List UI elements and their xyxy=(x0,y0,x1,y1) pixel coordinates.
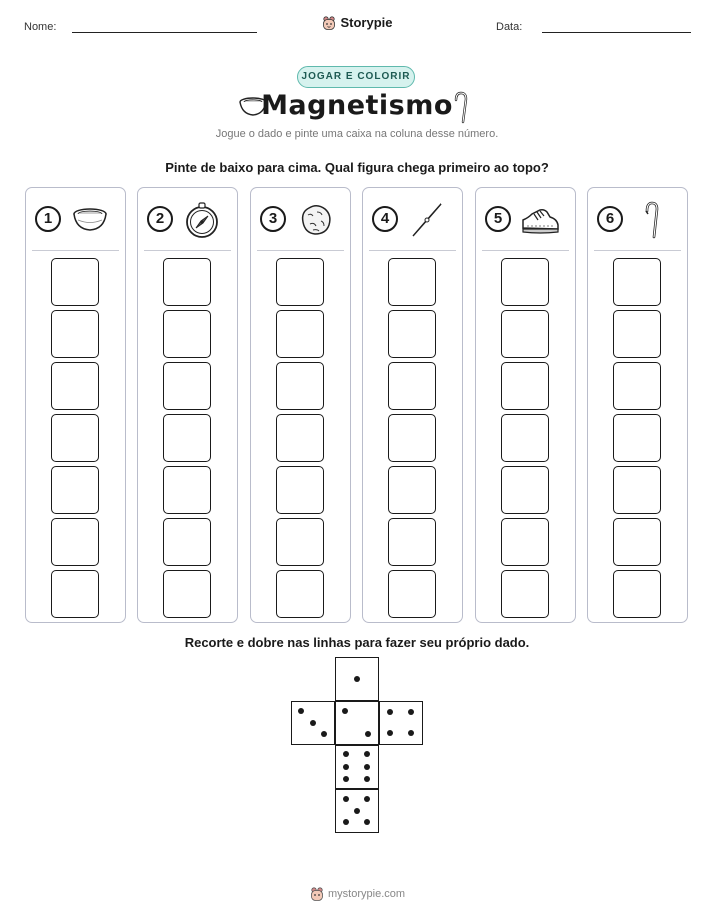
color-box[interactable] xyxy=(613,414,661,462)
column-number: 5 xyxy=(485,206,511,232)
cane-icon xyxy=(632,200,672,240)
category-badge: JOGAR E COLORIR xyxy=(297,66,415,88)
dice-pip xyxy=(387,730,393,736)
color-box[interactable] xyxy=(163,310,211,358)
color-box[interactable] xyxy=(388,518,436,566)
column-divider xyxy=(257,250,344,251)
cane-icon xyxy=(452,90,470,126)
color-box[interactable] xyxy=(163,518,211,566)
dice-pip xyxy=(343,819,349,825)
color-box[interactable] xyxy=(388,466,436,514)
color-box[interactable] xyxy=(163,414,211,462)
color-box[interactable] xyxy=(163,258,211,306)
column-divider xyxy=(594,250,681,251)
footer-url[interactable]: mystorypie.com xyxy=(328,888,406,900)
color-box[interactable] xyxy=(276,310,324,358)
column-divider xyxy=(32,250,119,251)
dice-face-5 xyxy=(335,789,379,833)
color-box[interactable] xyxy=(613,258,661,306)
name-label: Nome: xyxy=(24,21,57,33)
storypie-mascot-icon xyxy=(321,15,337,31)
subtitle: Jogue o dado e pinte uma caixa na coluna desse número. xyxy=(215,128,499,140)
column-3 xyxy=(250,187,351,623)
color-box[interactable] xyxy=(388,414,436,462)
dice-face-4 xyxy=(379,701,423,745)
color-box[interactable] xyxy=(388,362,436,410)
color-box[interactable] xyxy=(51,518,99,566)
dice-pip xyxy=(321,731,327,737)
dice-pip xyxy=(298,708,304,714)
dice-instruction: Recorte e dobre nas linhas para fazer seu próprio dado. xyxy=(184,635,530,650)
color-box[interactable] xyxy=(501,518,549,566)
column-number: 2 xyxy=(147,206,173,232)
dice-pip xyxy=(364,764,370,770)
color-box[interactable] xyxy=(276,362,324,410)
column-5 xyxy=(475,187,576,623)
dice-face-3 xyxy=(291,701,335,745)
compass-needle-icon xyxy=(407,200,447,240)
color-box[interactable] xyxy=(613,310,661,358)
column-1 xyxy=(25,187,126,623)
color-box[interactable] xyxy=(613,518,661,566)
column-number: 1 xyxy=(35,206,61,232)
color-box[interactable] xyxy=(613,362,661,410)
page-title: Magnetismo xyxy=(261,90,453,121)
dice-pip xyxy=(364,776,370,782)
compass-icon xyxy=(182,200,222,240)
column-number: 6 xyxy=(597,206,623,232)
brand-logo xyxy=(0,14,714,31)
color-box[interactable] xyxy=(501,258,549,306)
instruction: Pinte de baixo para cima. Qual figura chega primeiro ao topo? xyxy=(165,160,549,175)
color-box[interactable] xyxy=(51,362,99,410)
color-box[interactable] xyxy=(163,466,211,514)
color-box[interactable] xyxy=(51,570,99,618)
color-box[interactable] xyxy=(613,570,661,618)
dice-pip xyxy=(364,751,370,757)
column-divider xyxy=(144,250,231,251)
dice-pip xyxy=(365,731,371,737)
column-4 xyxy=(362,187,463,623)
column-number: 4 xyxy=(372,206,398,232)
dice-pip xyxy=(343,776,349,782)
color-box[interactable] xyxy=(276,570,324,618)
dice-pip xyxy=(310,720,316,726)
dice-pip xyxy=(387,709,393,715)
date-label: Data: xyxy=(496,21,523,33)
color-box[interactable] xyxy=(501,466,549,514)
color-box[interactable] xyxy=(51,310,99,358)
color-box[interactable] xyxy=(501,570,549,618)
color-box[interactable] xyxy=(163,362,211,410)
footer xyxy=(0,886,714,902)
storypie-mascot-icon xyxy=(309,886,325,902)
brand-name: Storypie xyxy=(340,15,393,31)
color-box[interactable] xyxy=(501,362,549,410)
color-box[interactable] xyxy=(276,258,324,306)
dice-face-6 xyxy=(335,745,379,789)
dice-pip xyxy=(343,796,349,802)
color-box[interactable] xyxy=(163,570,211,618)
dice-pip xyxy=(343,764,349,770)
color-box[interactable] xyxy=(51,466,99,514)
dice-face-1 xyxy=(335,657,379,701)
color-box[interactable] xyxy=(501,310,549,358)
name-line[interactable] xyxy=(72,32,257,33)
color-box[interactable] xyxy=(51,414,99,462)
dice-face-2 xyxy=(335,701,379,745)
column-divider xyxy=(482,250,569,251)
dice-pip xyxy=(354,808,360,814)
color-box[interactable] xyxy=(388,258,436,306)
dice-pip xyxy=(408,730,414,736)
color-box[interactable] xyxy=(276,518,324,566)
shoe-icon xyxy=(520,200,560,240)
dice-pip xyxy=(343,751,349,757)
column-number: 3 xyxy=(260,206,286,232)
bowl-icon xyxy=(70,200,110,240)
color-box[interactable] xyxy=(501,414,549,462)
color-box[interactable] xyxy=(51,258,99,306)
dice-pip xyxy=(408,709,414,715)
color-box[interactable] xyxy=(613,466,661,514)
color-box[interactable] xyxy=(388,570,436,618)
dice-pip xyxy=(354,676,360,682)
color-box[interactable] xyxy=(276,466,324,514)
color-box[interactable] xyxy=(388,310,436,358)
column-divider xyxy=(369,250,456,251)
column-2 xyxy=(137,187,238,623)
dice-pip xyxy=(364,819,370,825)
date-line[interactable] xyxy=(542,32,691,33)
dice-pip xyxy=(342,708,348,714)
dice-pip xyxy=(364,796,370,802)
rock-icon xyxy=(295,200,335,240)
column-6 xyxy=(587,187,688,623)
color-box[interactable] xyxy=(276,414,324,462)
